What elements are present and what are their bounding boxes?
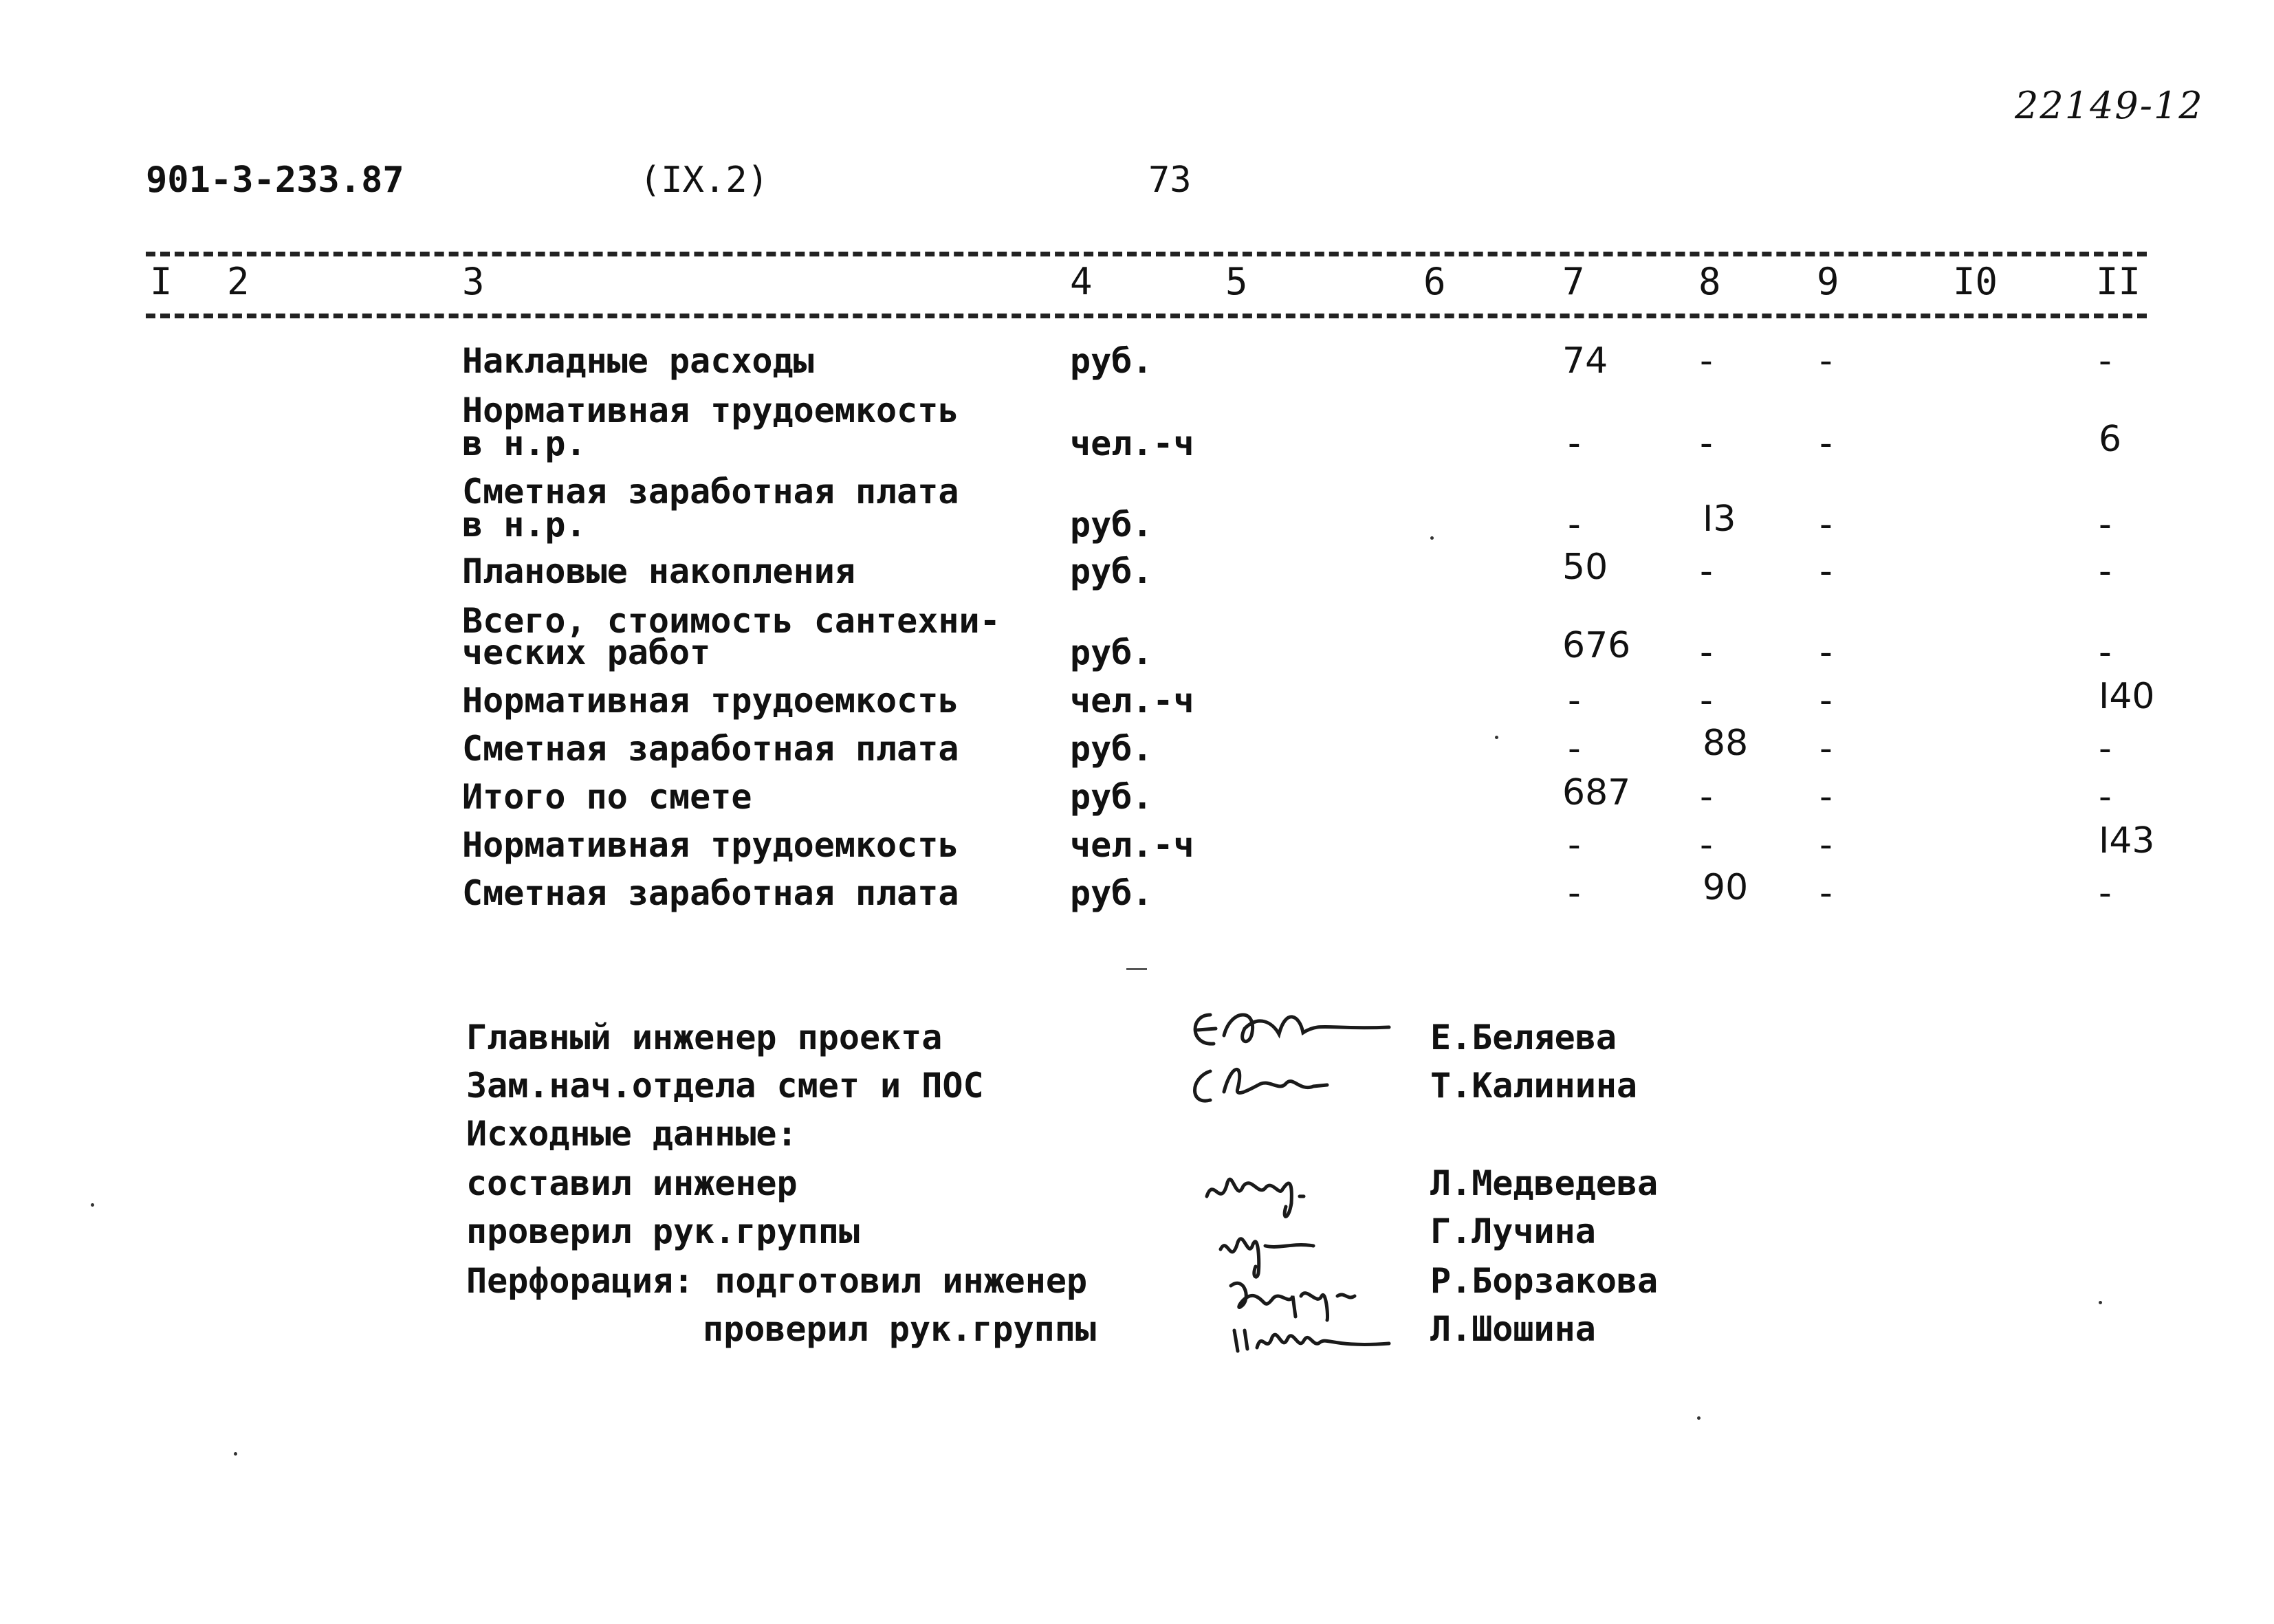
row-name: Сметная заработная плата (462, 873, 959, 913)
row-col7: - (1568, 824, 1581, 866)
scan-speck (1495, 736, 1498, 739)
row-col8: 90 (1703, 867, 1749, 908)
signature-shoshina-icon (1224, 1306, 1403, 1368)
row-col7: 687 (1562, 772, 1631, 813)
row-col7: - (1568, 728, 1581, 769)
row-unit: руб. (1070, 777, 1153, 817)
signature-label: Перфорация: подготовил инженер (466, 1261, 1088, 1301)
row-col7: 74 (1562, 340, 1608, 382)
row-col9: - (1819, 340, 1833, 382)
row-col11: - (2099, 504, 2112, 545)
row-name-cont: ческих работ (462, 633, 711, 672)
row-unit: чел.-ч (1070, 424, 1194, 463)
signature-label: составил инженер (466, 1163, 798, 1203)
signatory-name: Р.Борзакова (1430, 1261, 1659, 1301)
row-col11: I40 (2099, 676, 2155, 717)
row-col9: - (1819, 551, 1833, 592)
signature-label: проверил рук.группы (703, 1309, 1096, 1349)
row-name: Плановые накопления (462, 551, 855, 591)
row-col11: 6 (2099, 419, 2122, 460)
column-number-9: 9 (1817, 260, 1839, 303)
scan-speck (1697, 1416, 1701, 1420)
row-col8: - (1700, 340, 1713, 382)
row-name-cont: в н.р. (462, 505, 587, 545)
row-col9: - (1819, 423, 1833, 464)
row-col11: - (2099, 340, 2112, 382)
row-unit: чел.-ч (1070, 825, 1194, 865)
signatory-name: Г.Лучина (1430, 1211, 1596, 1251)
row-col7: - (1568, 873, 1581, 914)
row-col7: 676 (1562, 625, 1631, 666)
signatory-name: Л.Медведева (1430, 1163, 1659, 1203)
row-name: Всего, стоимость сантехни- (462, 601, 1001, 641)
signature-label: Зам.нач.отдела смет и ПОС (466, 1066, 984, 1106)
row-col8: I3 (1703, 498, 1736, 540)
row-col7: - (1568, 504, 1581, 545)
row-name-cont: в н.р. (462, 424, 587, 463)
signature-label: Главный инженер проекта (466, 1018, 943, 1057)
column-number-6: 6 (1423, 260, 1446, 303)
row-col7: - (1568, 680, 1581, 721)
document-code: 901-3-233.87 (146, 160, 404, 201)
section-heading-source-data: Исходные данные: (466, 1114, 798, 1154)
row-unit: руб. (1070, 341, 1153, 381)
row-unit: руб. (1070, 551, 1153, 591)
row-unit: руб. (1070, 505, 1153, 545)
row-col8: - (1700, 776, 1713, 818)
row-col9: - (1819, 824, 1833, 866)
row-col9: - (1819, 728, 1833, 769)
row-col11: I43 (2099, 820, 2155, 862)
row-col9: - (1819, 873, 1833, 914)
column-number-3: 3 (462, 260, 485, 303)
row-unit: руб. (1070, 873, 1153, 913)
page-reference: 22149-12 (2015, 84, 2204, 127)
row-name: Итого по смете (462, 777, 752, 817)
column-number-8: 8 (1698, 260, 1721, 303)
top-dashed-rule (146, 252, 2147, 256)
signature-label: проверил рук.группы (466, 1211, 860, 1251)
bottom-dashed-rule (146, 314, 2147, 318)
row-col8: - (1700, 551, 1713, 592)
column-number-10: I0 (1953, 260, 1998, 303)
scan-speck (234, 1452, 237, 1456)
signatory-name: Е.Беляева (1430, 1018, 1617, 1057)
row-col8: - (1700, 632, 1713, 673)
row-unit: чел.-ч (1070, 681, 1194, 721)
row-name: Сметная заработная плата (462, 729, 959, 769)
row-col11: - (2099, 873, 2112, 914)
row-col9: - (1819, 680, 1833, 721)
row-col9: - (1819, 504, 1833, 545)
signature-kalinina-icon (1183, 1051, 1362, 1112)
row-name: Нормативная трудоемкость (462, 681, 959, 721)
column-number-7: 7 (1562, 260, 1585, 303)
column-number-5: 5 (1225, 260, 1248, 303)
scan-speck (91, 1203, 94, 1207)
row-name: Сметная заработная плата (462, 472, 959, 512)
scan-speck (2099, 1301, 2102, 1304)
row-col8: 88 (1703, 723, 1749, 764)
row-col11: - (2099, 776, 2112, 818)
column-number-2: 2 (227, 260, 250, 303)
row-col7: 50 (1562, 547, 1608, 588)
row-name: Накладные расходы (462, 341, 814, 381)
row-col11: - (2099, 551, 2112, 592)
row-col11: - (2099, 632, 2112, 673)
row-unit: руб. (1070, 729, 1153, 769)
row-name: Нормативная трудоемкость (462, 825, 959, 865)
row-col7: - (1568, 423, 1581, 464)
column-number-1: I (150, 260, 173, 303)
signatory-name: Т.Калинина (1430, 1066, 1638, 1106)
scan-speck (1430, 536, 1434, 540)
column-number-11: II (2096, 260, 2141, 303)
row-unit: руб. (1070, 633, 1153, 672)
row-col8: - (1700, 824, 1713, 866)
row-col9: - (1819, 632, 1833, 673)
page-number: 73 (1148, 160, 1192, 201)
section-code: (IX.2) (639, 160, 769, 201)
row-col8: - (1700, 680, 1713, 721)
column-number-4: 4 (1070, 260, 1093, 303)
row-col8: - (1700, 423, 1713, 464)
row-col11: - (2099, 728, 2112, 769)
row-col9: - (1819, 776, 1833, 818)
signatory-name: Л.Шошина (1430, 1309, 1596, 1349)
scan-speck (1126, 968, 1147, 970)
row-name: Нормативная трудоемкость (462, 391, 959, 430)
